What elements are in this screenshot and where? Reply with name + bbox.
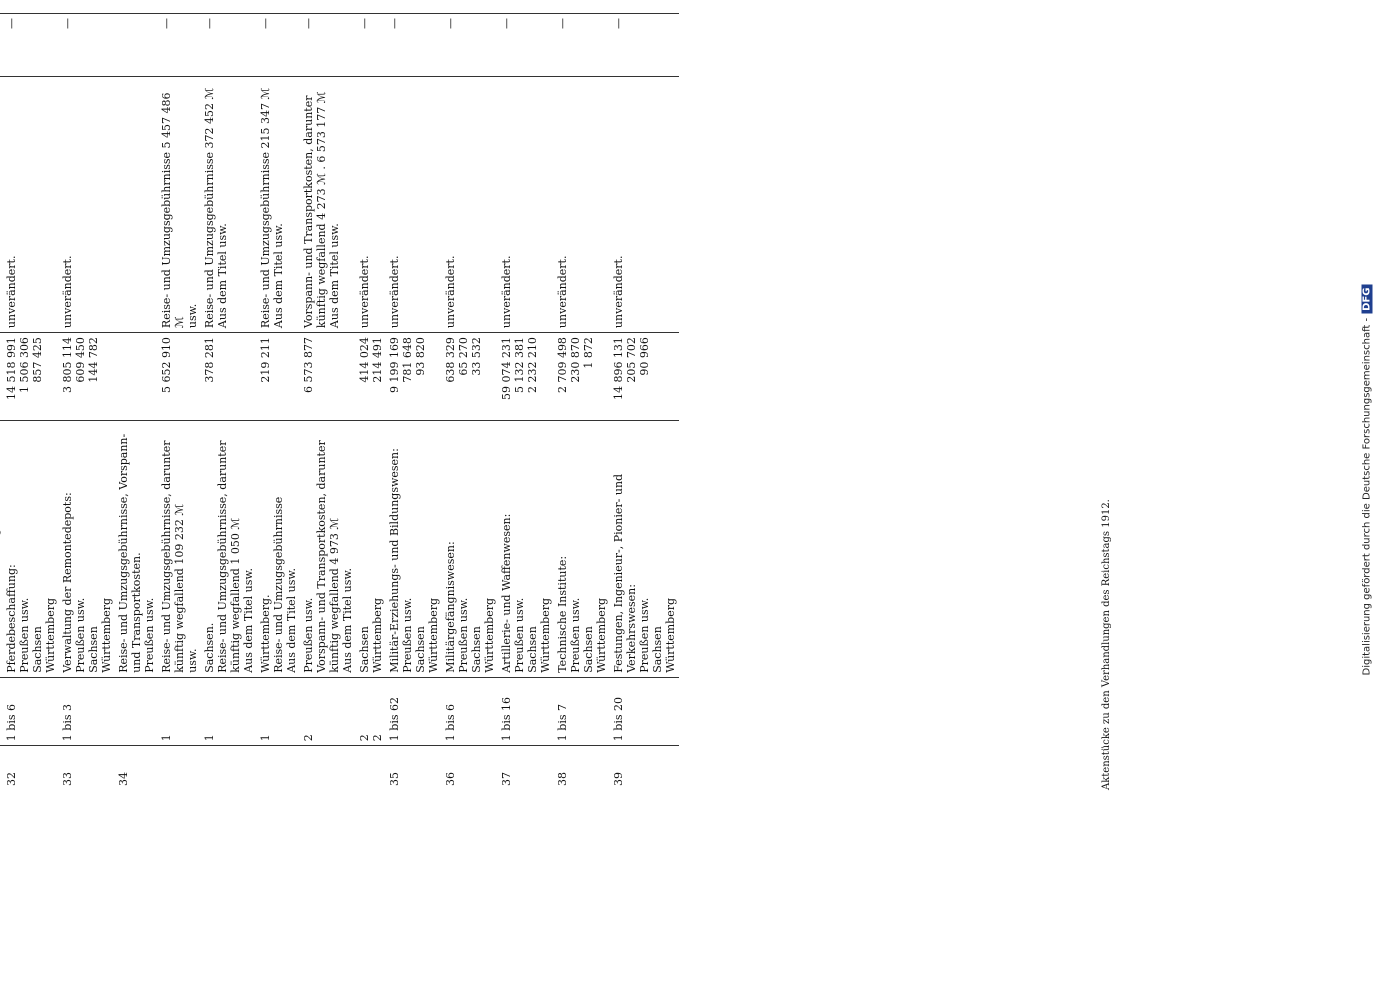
mehr-cell: — [158, 13, 201, 76]
footer-text: Aktenstücke zu den Verhandlungen des Reichstags 1912. [1101, 499, 1112, 790]
betrag-cell: 378 281 [201, 333, 257, 421]
mehr-cell [115, 13, 158, 76]
titel-cell: 1 bis 7 [554, 677, 610, 745]
credit-text: Digitalisierung gefördert durch die Deutsche Forschungsgemeinschaft - [1361, 317, 1373, 676]
side-credit [1355, 30, 1379, 930]
table-row [610, 0, 679, 790]
mehr-cell: — [356, 13, 386, 76]
mehr-cell: — [3, 13, 59, 76]
beschluss-cell: unverändert. [554, 76, 610, 332]
weniger-cell [201, 0, 257, 13]
mehr-cell: — [610, 13, 679, 76]
table-row [554, 0, 610, 790]
kap-cell: 39 [612, 772, 625, 786]
table-row [3, 0, 59, 790]
betrag-cell: 638 329 65 270 33 532 [442, 333, 498, 421]
kap-cell [201, 746, 257, 790]
titel-cell: 1 bis 6 [442, 677, 498, 745]
mehr-cell: — [59, 13, 115, 76]
kap-cell: 32 [5, 772, 18, 786]
digitization-credit [1362, 285, 1373, 676]
table-row [201, 0, 257, 790]
kap-cell: 37 [500, 772, 513, 786]
weniger-cell [498, 0, 554, 13]
betrag-cell: 3 805 114 609 450 144 782 [59, 333, 115, 421]
table-row [386, 0, 442, 790]
beschluss-cell [115, 76, 158, 332]
titel-cell: 2 2 [356, 677, 386, 745]
weniger-cell [356, 0, 386, 13]
table-row [498, 0, 554, 790]
vorlage-cell: Pferdebeschaffung: Preußen usw. Sachsen Württemberg [3, 421, 59, 677]
kap-cell: 34 [117, 772, 130, 786]
beschluss-cell: unverändert. [498, 76, 554, 332]
weniger-cell [442, 0, 498, 13]
betrag-cell: 414 024 214 491 [356, 333, 386, 421]
weniger-cell [610, 0, 679, 13]
weniger-cell [257, 0, 300, 13]
betrag-cell [115, 333, 158, 421]
vorlage-cell: Württemberg. Reise- und Umzugsgebührnisse Aus dem Titel usw. [257, 421, 300, 677]
mehr-cell: — [498, 13, 554, 76]
betrag-cell: 2 709 498 230 870 1 872 [554, 333, 610, 421]
weniger-cell [554, 0, 610, 13]
table-row [356, 0, 386, 790]
betrag-cell: 219 211 [257, 333, 300, 421]
vorlage-cell: Preußen usw. Vorspann- und Transportkosten, darunter künftig wegfallend 4 973 ℳ Aus dem Titel usw. [300, 421, 356, 677]
vorlage-cell: Technische Institute: Preußen usw. Sachsen Württemberg [554, 421, 610, 677]
table-row [158, 0, 201, 790]
titel-cell: 1 [158, 677, 201, 745]
titel-cell: 1 bis 6 [3, 677, 59, 745]
betrag-cell: 6 573 877 [300, 333, 356, 421]
mehr-cell: — [442, 13, 498, 76]
beschluss-cell: Reise- und Umzugsgebührnisse 215 347 ℳ Aus dem Titel usw. [257, 76, 300, 332]
weniger-cell [158, 0, 201, 13]
table-row [59, 0, 115, 790]
vorlage-cell: Sachsen Württemberg [356, 421, 386, 677]
kap-cell: 33 [61, 772, 74, 786]
mehr-cell: — [300, 13, 356, 76]
weniger-cell [59, 0, 115, 13]
kap-cell [158, 746, 201, 790]
beschluss-cell: unverändert. [59, 76, 115, 332]
kap-cell [257, 746, 300, 790]
titel-cell: 1 bis 16 [498, 677, 554, 745]
titel-cell [115, 677, 158, 745]
kap-cell [356, 746, 386, 790]
kap-cell [300, 746, 356, 790]
beschluss-cell: unverändert. [386, 76, 442, 332]
titel-cell: 1 bis 20 [610, 677, 679, 745]
vorlage-cell: Militär-Erziehungs- und Bildungswesen: Preußen usw. Sachsen Württemberg [386, 421, 442, 677]
beschluss-cell: unverändert. [442, 76, 498, 332]
titel-cell: 1 [257, 677, 300, 745]
vorlage-cell: Verwaltung der Remontedepots: Preußen usw. Sachsen Württemberg [59, 421, 115, 677]
beschluss-cell: unverändert. [356, 76, 386, 332]
betrag-cell: 14 896 131 205 702 90 966 [610, 333, 679, 421]
kap-cell: 38 [556, 772, 569, 786]
table-row [442, 0, 498, 790]
weniger-cell [3, 0, 59, 13]
titel-cell: 1 bis 3 [59, 677, 115, 745]
betrag-cell: 9 199 169 781 648 93 820 [386, 333, 442, 421]
betrag-cell: 5 652 910 [158, 333, 201, 421]
mehr-cell: — [257, 13, 300, 76]
mehr-cell: — [201, 13, 257, 76]
titel-cell: 1 bis 62 [386, 677, 442, 745]
table-body [0, 0, 679, 790]
table-row [115, 0, 158, 790]
vorlage-cell: Militärgefängniswesen: Preußen usw. Sachsen Württemberg [442, 421, 498, 677]
kap-cell: 36 [444, 772, 457, 786]
beschluss-cell: unverändert. [3, 76, 59, 332]
kap-cell: 35 [388, 772, 401, 786]
beschluss-cell: unverändert. [610, 76, 679, 332]
page-footer [1101, 0, 1112, 790]
vorlage-cell: Festungen, Ingenieur-, Pionier- und Verkehrswesen: Preußen usw. Sachsen Württemberg [610, 421, 679, 677]
table-row [257, 0, 300, 790]
weniger-cell [115, 0, 158, 13]
vorlage-cell: Reise- und Umzugsgebührnisse, darunter künftig wegfallend 109 232 ℳ usw. [158, 421, 201, 677]
mehr-cell: — [554, 13, 610, 76]
weniger-cell [300, 0, 356, 13]
betrag-cell: 59 074 231 5 132 381 2 232 210 [498, 333, 554, 421]
vorlage-cell: Artillerie- und Waffenwesen: Preußen usw. Sachsen Württemberg [498, 421, 554, 677]
betrag-cell: 14 518 991 1 506 306 857 425 [3, 333, 59, 421]
budget-table [0, 0, 679, 790]
vorlage-cell: Sachsen. Reise- und Umzugsgebührnisse, darunter künftig wegfallend 1 050 ℳ Aus dem Titel usw. [201, 421, 257, 677]
titel-cell: 1 [201, 677, 257, 745]
table-row [300, 0, 356, 790]
mehr-cell: — [386, 13, 442, 76]
beschluss-cell: Reise- und Umzugsgebührnisse 372 452 ℳ Aus dem Titel usw. [201, 76, 257, 332]
titel-cell: 2 [300, 677, 356, 745]
dfg-logo: DFG [1362, 285, 1373, 314]
beschluss-cell: Vorspann- und Transportkosten, darunter künftig wegfallend 4 273 ℳ . 6 573 177 ℳ Aus dem Titel usw. [300, 76, 356, 332]
weniger-cell [386, 0, 442, 13]
vorlage-cell: Reise- und Umzugsgebührnisse, Vorspann- und Transportkosten. Preußen usw. [115, 421, 158, 677]
beschluss-cell: Reise- und Umzugsgebührnisse 5 457 486 ℳ usw. [158, 76, 201, 332]
